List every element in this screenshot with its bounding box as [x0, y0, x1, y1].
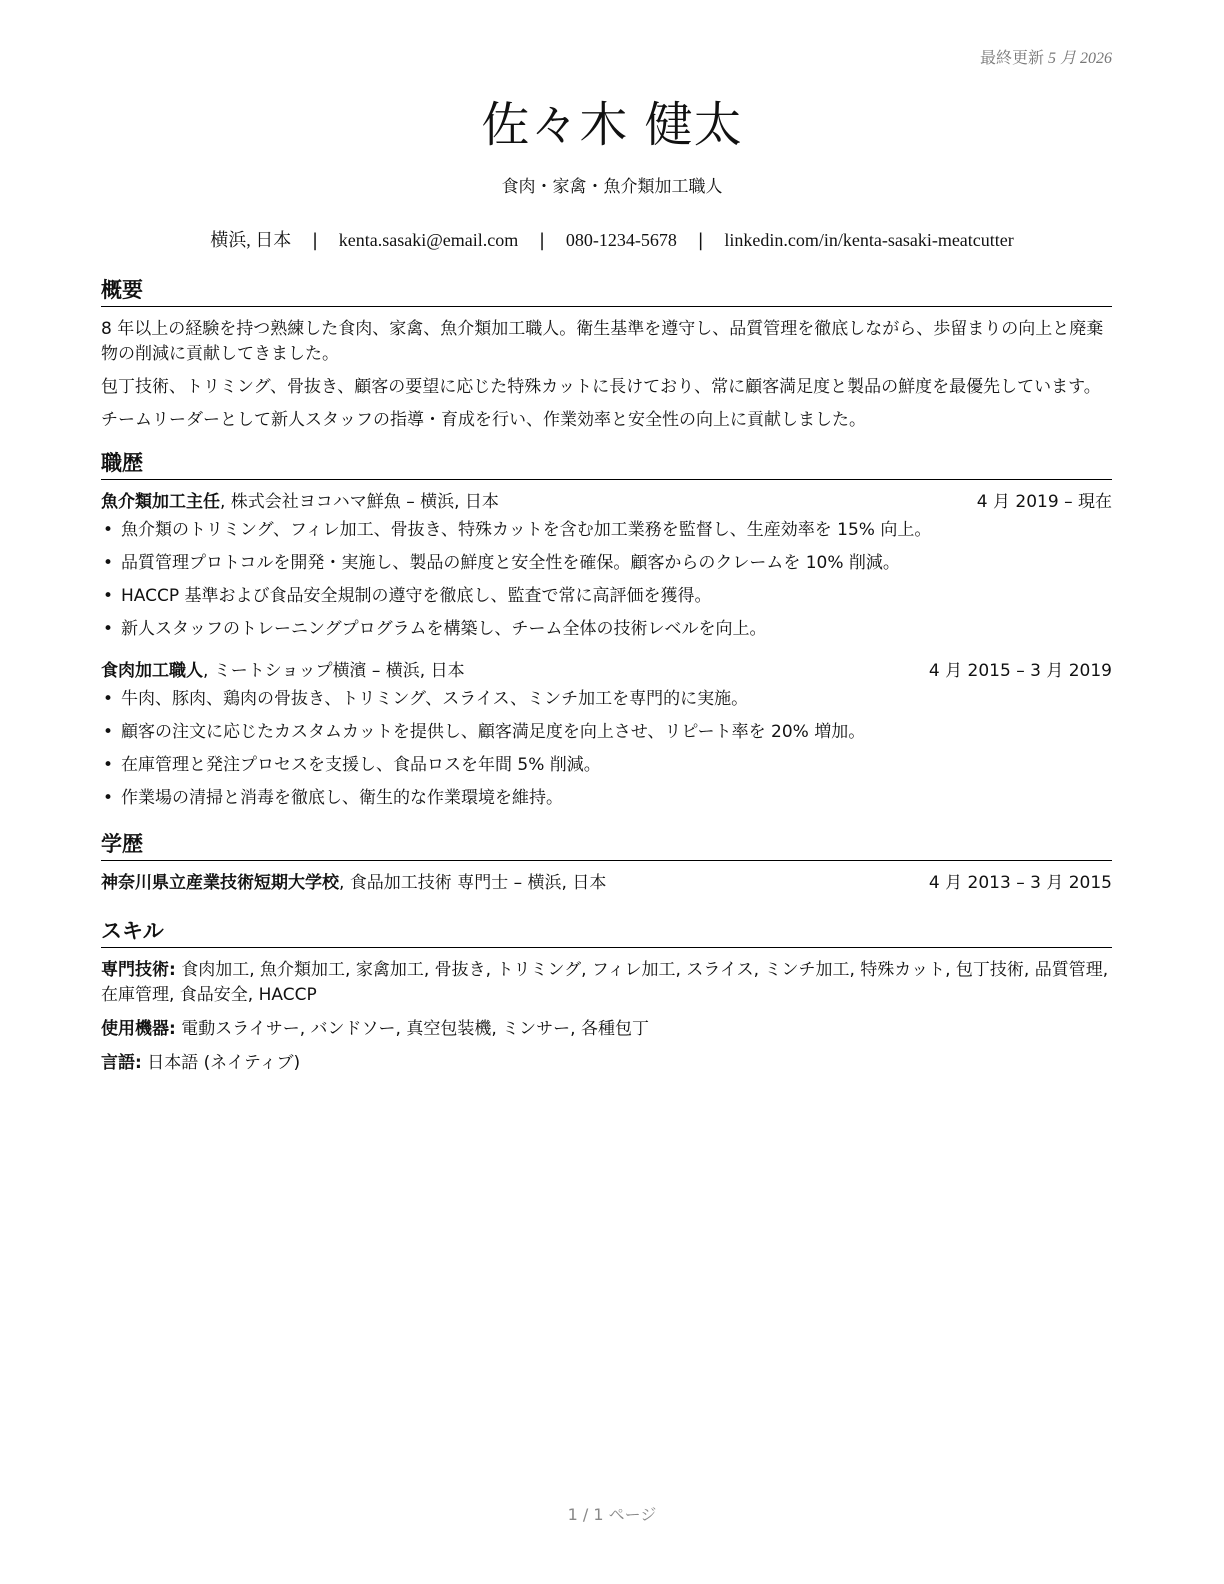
contact-separator: |	[697, 230, 704, 251]
job-role-company	[101, 490, 499, 514]
job-company: , ミートショップ横濱 – 横浜, 日本	[203, 661, 465, 681]
job-bullet: • HACCP 基準および食品安全規制の遵守を徹底し、監査で常に高評価を獲得。	[101, 584, 1112, 608]
last-updated-date: 5 月 2026	[1047, 50, 1112, 67]
job-header	[101, 490, 1112, 514]
skills-section	[101, 917, 1112, 1076]
skill-row	[101, 958, 1112, 1008]
experience-section	[101, 449, 1112, 810]
job-bullets	[101, 518, 1112, 641]
job-bullets	[101, 687, 1112, 810]
skill-label: 専門技術:	[101, 960, 176, 980]
education-entry	[101, 871, 1112, 895]
job-dates: 4 月 2015 – 3 月 2019	[928, 661, 1112, 681]
skill-value: 電動スライサー, バンドソー, 真空包装機, ミンサー, 各種包丁	[181, 1019, 649, 1039]
skill-label: 使用機器:	[101, 1019, 176, 1039]
summary-paragraph: 8 年以上の経験を持つ熟練した食肉、家禽、魚介類加工職人。衛生基準を遵守し、品質管理を徹底しながら、歩留まりの向上と廃棄物の削減に貢献してきました。	[101, 319, 1104, 364]
education-section	[101, 830, 1112, 895]
job-dates: 4 月 2019 – 現在	[976, 492, 1112, 512]
job-bullet: • 顧客の注文に応じたカスタムカットを提供し、顧客満足度を向上させ、リピート率を 20% 増加。	[101, 720, 1112, 744]
summary-section	[101, 276, 1112, 433]
contact-line	[0, 226, 1224, 252]
job-role-company	[101, 659, 465, 683]
contact-phone[interactable]: 080-1234-5678	[565, 230, 677, 250]
section-title-experience: 職歴	[101, 449, 1112, 480]
job-bullet: • 在庫管理と発注プロセスを支援し、食品ロスを年間 5% 削減。	[101, 753, 1112, 777]
section-title-education: 学歴	[101, 830, 1112, 861]
education-detail: , 食品加工技術 専門士 – 横浜, 日本	[339, 873, 607, 893]
job-company: , 株式会社ヨコハマ鮮魚 – 横浜, 日本	[220, 492, 499, 512]
job-bullet: • 魚介類のトリミング、フィレ加工、骨抜き、特殊カットを含む加工業務を監督し、生産効率を 15% 向上。	[101, 518, 1112, 542]
job-bullet: • 作業場の清掃と消毒を徹底し、衛生的な作業環境を維持。	[101, 786, 1112, 810]
resume-body	[101, 276, 1112, 1085]
job-role: 魚介類加工主任	[101, 492, 220, 512]
job-title: 食肉・家禽・魚介類加工職人	[501, 177, 723, 197]
skill-value: 日本語 (ネイティブ)	[147, 1053, 301, 1073]
contact-separator: |	[311, 230, 319, 251]
contact-separator: |	[539, 230, 546, 251]
section-title-summary: 概要	[101, 276, 1112, 307]
last-updated	[980, 45, 1112, 68]
skill-row	[101, 1051, 1112, 1076]
last-updated-prefix: 最終更新	[979, 50, 1044, 67]
skill-row	[101, 1017, 1112, 1042]
job-bullet: • 品質管理プロトコルを開発・実施し、製品の鮮度と安全性を確保。顧客からのクレームを 10% 削減。	[101, 551, 1112, 575]
contact-linkedin[interactable]: linkedin.com/in/kenta-sasaki-meatcutter	[724, 230, 1014, 250]
contact-email[interactable]: kenta.sasaki@email.com	[338, 230, 519, 250]
job-bullet: • 牛肉、豚肉、鶏肉の骨抜き、トリミング、スライス、ミンチ加工を専門的に実施。	[101, 687, 1112, 711]
contact-location: 横浜, 日本	[210, 230, 292, 250]
summary-paragraph: 包丁技術、トリミング、骨抜き、顧客の要望に応じた特殊カットに長けており、常に顧客満足度と製品の鮮度を最優先しています。	[101, 377, 1101, 397]
education-school-detail	[101, 871, 606, 895]
education-school: 神奈川県立産業技術短期大学校	[101, 873, 339, 893]
education-dates: 4 月 2013 – 3 月 2015	[928, 873, 1112, 893]
page-number: 1 / 1 ページ	[567, 1505, 657, 1524]
job-role: 食肉加工職人	[101, 661, 203, 681]
job-entry	[101, 659, 1112, 810]
candidate-name: 佐々木 健太	[481, 97, 743, 153]
summary-paragraph: チームリーダーとして新人スタッフの指導・育成を行い、作業効率と安全性の向上に貢献しました。	[101, 410, 866, 430]
skill-value: 食肉加工, 魚介類加工, 家禽加工, 骨抜き, トリミング, フィレ加工, スライス, ミンチ加工, 特殊カット, 包丁技術, 品質管理, 在庫管理, 食品安全, HACCP	[101, 960, 1109, 1005]
job-entry	[101, 490, 1112, 641]
job-header	[101, 659, 1112, 683]
section-title-skills: スキル	[101, 917, 1112, 948]
skill-label: 言語:	[101, 1053, 142, 1073]
job-bullet: • 新人スタッフのトレーニングプログラムを構築し、チーム全体の技術レベルを向上。	[101, 617, 1112, 641]
